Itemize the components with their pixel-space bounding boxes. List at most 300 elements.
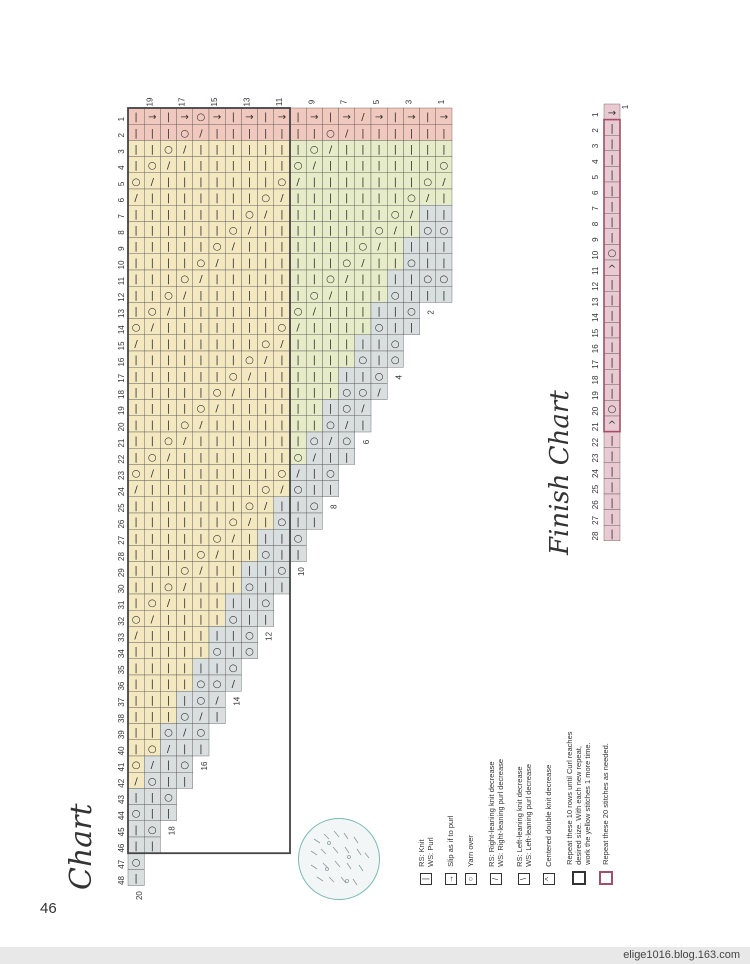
stitch-symbol: ○ [164, 436, 173, 448]
stitch-symbol: ○ [212, 533, 222, 545]
stitch-symbol: | [280, 257, 284, 269]
stitch-symbol: → [148, 112, 157, 124]
stitch-symbol: | [199, 241, 203, 253]
stitch-number-label: 41 [117, 762, 126, 772]
stitch-symbol: | [296, 241, 300, 253]
stitch-symbol: | [610, 326, 614, 338]
stitch-number-label: 25 [591, 484, 600, 494]
row-number-label: 20 [135, 891, 145, 901]
stitch-symbol: | [610, 279, 614, 291]
stitch-symbol: | [247, 290, 252, 302]
stitch-number-label: 21 [591, 422, 600, 432]
stitch-symbol: | [199, 646, 203, 658]
stitch-number-label: 28 [117, 552, 126, 561]
stitch-symbol: | [199, 743, 203, 755]
stitch-symbol: / [247, 517, 252, 529]
stitch-symbol: | [610, 295, 614, 306]
stitch-symbol: | [426, 241, 430, 253]
stitch-symbol: | [280, 306, 284, 318]
stitch-symbol: | [166, 403, 171, 415]
stitch-symbol: | [183, 257, 187, 269]
stitch-symbol: ○ [196, 549, 206, 561]
stitch-symbol: ○ [326, 468, 335, 480]
swatch-pattern [299, 819, 379, 899]
stitch-symbol: | [231, 484, 235, 496]
stitch-symbol: | [264, 565, 268, 577]
stitch-symbol: | [345, 225, 349, 237]
slip-arrow-icon: → [446, 875, 455, 883]
stitch-symbol: ○ [326, 419, 335, 431]
legend-text: Repeat these 20 stitches as needed. [600, 743, 610, 865]
stitch-symbol: ○ [245, 355, 254, 367]
row-number-label: 10 [297, 567, 307, 577]
stitch-symbol: | [296, 419, 300, 431]
stitch-number-label: 2 [591, 128, 600, 133]
stitch-symbol: ○ [423, 176, 433, 188]
stitch-symbol: | [215, 419, 219, 431]
stitch-symbol: | [312, 387, 316, 399]
stitch-symbol: | [361, 322, 365, 334]
stitch-symbol: | [280, 209, 284, 221]
stitch-symbol: | [377, 306, 381, 318]
stitch-symbol: | [393, 144, 397, 156]
stitch-number-label: 18 [591, 375, 600, 385]
stitch-symbol: | [199, 614, 203, 626]
stitch-symbol: | [199, 290, 203, 302]
stitch-symbol: | [280, 387, 284, 399]
stitch-symbol: ○ [212, 679, 222, 691]
row-number-label: 11 [274, 97, 284, 107]
stitch-symbol: / [150, 760, 154, 772]
stitch-symbol: | [134, 257, 138, 269]
stitch-symbol: ○ [180, 419, 190, 431]
yarn-over-circle-icon: ○ [465, 873, 477, 885]
stitch-symbol: | [166, 500, 171, 512]
stitch-symbol: | [247, 144, 252, 156]
stitch-symbol: | [231, 257, 235, 269]
stitch-symbol: ○ [180, 711, 190, 723]
stitch-symbol: | [134, 695, 138, 707]
stitch-symbol: | [296, 274, 300, 286]
stitch-symbol: / [166, 598, 171, 610]
stitch-symbol: | [247, 257, 252, 269]
stitch-symbol: | [247, 403, 252, 415]
stitch-number-label: 32 [117, 616, 126, 626]
stitch-symbol: / [264, 209, 268, 221]
stitch-symbol: / [264, 500, 268, 512]
stitch-symbol: / [134, 776, 138, 788]
stitch-symbol: ○ [358, 355, 368, 367]
stitch-symbol: | [312, 322, 316, 334]
stitch-number-label: 9 [117, 246, 126, 251]
legend-pink-repeat [599, 743, 613, 885]
stitch-symbol: | [166, 419, 171, 431]
stitch-symbol: | [199, 517, 203, 529]
stitch-symbol: | [183, 517, 187, 529]
stitch-symbol: | [247, 436, 252, 448]
stitch-symbol: | [264, 371, 268, 383]
stitch-symbol: | [296, 193, 300, 205]
stitch-symbol: | [610, 232, 614, 244]
stitch-symbol: | [610, 373, 614, 384]
stitch-symbol: | [377, 144, 381, 156]
stitch-symbol: ^ [607, 263, 617, 275]
stitch-symbol: | [264, 290, 268, 302]
stitch-number-label: 6 [117, 197, 126, 203]
stitch-symbol: ○ [309, 500, 319, 512]
stitch-symbol: | [166, 112, 171, 124]
stitch-symbol: / [199, 128, 203, 140]
stitch-symbol: | [296, 517, 300, 529]
stitch-symbol: | [215, 630, 219, 642]
stitch-symbol: ○ [293, 306, 303, 318]
stitch-symbol: | [215, 500, 219, 512]
stitch-symbol: ○ [277, 517, 287, 529]
stitch-symbol: → [407, 112, 416, 124]
stitch-symbol: | [166, 338, 171, 350]
stitch-symbol: | [328, 452, 333, 464]
row-number-label: 12 [264, 631, 274, 641]
stitch-symbol: | [134, 500, 138, 512]
stitch-symbol: | [264, 128, 268, 140]
stitch-symbol: / [328, 436, 333, 448]
stitch-symbol: | [264, 581, 268, 593]
stitch-symbol: | [247, 549, 252, 561]
stitch-symbol: | [361, 290, 365, 302]
stitch-symbol: | [134, 533, 138, 545]
stitch-symbol: | [296, 387, 300, 399]
stitch-symbol: ○ [439, 274, 449, 286]
stitch-symbol: ○ [261, 549, 271, 561]
main-knitting-chart [117, 88, 458, 901]
stitch-symbol: | [247, 176, 252, 188]
stitch-symbol: | [247, 419, 252, 431]
stitch-symbol: | [166, 630, 171, 642]
stitch-number-label: 16 [591, 344, 600, 354]
stitch-symbol: | [610, 388, 614, 400]
stitch-symbol: | [199, 630, 203, 642]
stitch-symbol: | [183, 598, 187, 610]
stitch-symbol: / [296, 176, 300, 188]
stitch-symbol: | [345, 144, 349, 156]
stitch-number-label: 23 [117, 471, 126, 480]
stitch-symbol: / [231, 679, 235, 691]
stitch-symbol: | [231, 274, 235, 286]
stitch-symbol: | [610, 466, 614, 478]
stitch-symbol: | [150, 646, 154, 658]
stitch-number-label: 2 [117, 133, 126, 138]
stitch-symbol: | [610, 451, 614, 462]
stitch-symbol: / [377, 387, 381, 399]
stitch-symbol: | [280, 549, 284, 561]
stitch-symbol: | [393, 257, 397, 269]
stitch-symbol: / [312, 452, 316, 464]
stitch-symbol: | [134, 160, 138, 172]
stitch-symbol: | [361, 209, 365, 221]
stitch-number-label: 43 [117, 795, 126, 804]
stitch-symbol: ○ [196, 727, 206, 739]
stitch-symbol: | [610, 357, 614, 369]
stitch-symbol: | [610, 435, 614, 447]
stitch-symbol: | [442, 257, 446, 269]
stitch-symbol: | [150, 274, 154, 286]
stitch-symbol: ○ [212, 387, 222, 399]
stitch-symbol: | [377, 290, 381, 302]
stitch-number-label: 38 [117, 714, 126, 723]
stitch-symbol: ○ [374, 371, 384, 383]
stitch-symbol: ○ [180, 565, 190, 577]
stitch-symbol: / [377, 241, 381, 253]
stitch-symbol: ○ [164, 727, 173, 739]
legend-text: RS: Knit WS: Purl [417, 837, 435, 867]
stitch-symbol: | [442, 290, 446, 302]
stitch-symbol: | [199, 533, 203, 545]
stitch-symbol: / [199, 711, 203, 723]
stitch-number-label: 30 [117, 584, 126, 594]
stitch-symbol: | [442, 193, 446, 205]
stitch-symbol: ○ [164, 581, 173, 593]
stitch-symbol: ○ [293, 452, 303, 464]
stitch-symbol: / [199, 274, 203, 286]
stitch-symbol: | [231, 598, 235, 610]
stitch-symbol: ○ [607, 404, 617, 416]
stitch-symbol: | [231, 128, 235, 140]
stitch-symbol: | [166, 646, 171, 658]
stitch-symbol: | [150, 419, 154, 431]
stitch-symbol: | [215, 338, 219, 350]
stitch-symbol: | [393, 176, 397, 188]
legend-text: Slip as if to purl [445, 815, 455, 867]
stitch-symbol: | [150, 565, 154, 577]
stitch-symbol: | [231, 306, 235, 318]
stitch-symbol: | [610, 497, 614, 509]
stitch-number-label: 26 [591, 500, 600, 510]
stitch-number-label: 45 [117, 827, 126, 837]
stitch-symbol: / [345, 128, 349, 140]
stitch-symbol: | [296, 290, 300, 302]
stitch-symbol: | [134, 549, 138, 561]
stitch-symbol: | [610, 170, 614, 182]
stitch-symbol: | [328, 176, 333, 188]
stitch-symbol: | [134, 452, 138, 464]
stitch-symbol: | [183, 160, 187, 172]
stitch-symbol: / [150, 322, 154, 334]
stitch-symbol: | [264, 403, 268, 415]
stitch-number-label: 26 [117, 519, 126, 529]
stitch-number-label: 4 [117, 165, 126, 170]
stitch-symbol: ○ [342, 387, 352, 399]
stitch-symbol: | [361, 225, 365, 237]
stitch-symbol: | [166, 274, 171, 286]
stitch-symbol: | [264, 614, 268, 626]
stitch-symbol: | [215, 290, 219, 302]
stitch-symbol: | [247, 193, 252, 205]
stitch-symbol: | [247, 274, 252, 286]
stitch-symbol: ○ [407, 257, 416, 269]
stitch-symbol: | [610, 513, 614, 525]
stitch-symbol: | [199, 144, 203, 156]
stitch-symbol: | [377, 257, 381, 269]
stitch-symbol: ○ [212, 646, 222, 658]
stitch-symbol: | [247, 565, 252, 577]
stitch-symbol: | [215, 662, 219, 674]
stitch-symbol: | [134, 144, 138, 156]
stitch-symbol: / [150, 614, 154, 626]
stitch-symbol: | [183, 679, 187, 691]
stitch-symbol: | [377, 274, 381, 286]
stitch-symbol: / [280, 193, 284, 205]
chart-title: Chart [64, 803, 99, 890]
stitch-symbol: ○ [196, 112, 206, 124]
stitch-symbol: | [166, 176, 171, 188]
stitch-symbol: | [312, 274, 316, 286]
stitch-symbol: | [199, 436, 203, 448]
stitch-symbol: ○ [131, 176, 141, 188]
stitch-symbol: | [150, 517, 154, 529]
stitch-symbol: ○ [374, 322, 384, 334]
stitch-symbol: | [280, 371, 284, 383]
stitch-symbol: | [296, 225, 300, 237]
stitch-symbol: | [426, 290, 430, 302]
knit-box-icon: | [420, 873, 432, 885]
stitch-symbol: | [134, 646, 138, 658]
stitch-symbol: ○ [309, 144, 319, 156]
legend-yarn-over [465, 835, 477, 885]
stitch-number-label: 17 [117, 373, 126, 383]
stitch-symbol: ○ [131, 760, 141, 772]
stitch-number-label: 24 [117, 487, 126, 497]
stitch-symbol: | [426, 112, 430, 124]
stitch-symbol: / [166, 160, 171, 172]
stitch-symbol: | [393, 128, 397, 140]
stitch-symbol: | [264, 176, 268, 188]
stitch-symbol: | [296, 549, 300, 561]
stitch-number-label: 37 [117, 697, 126, 707]
stitch-symbol: | [183, 241, 187, 253]
stitch-symbol: | [166, 193, 171, 205]
stitch-symbol: | [409, 241, 414, 253]
stitch-symbol: | [150, 695, 154, 707]
stitch-symbol: | [134, 727, 138, 739]
legend-slip [445, 816, 457, 885]
stitch-symbol: | [312, 257, 316, 269]
stitch-symbol: | [280, 290, 284, 302]
stitch-symbol: | [610, 341, 614, 353]
stitch-symbol: | [345, 452, 349, 464]
stitch-symbol: | [183, 695, 187, 707]
row-number-label: 15 [210, 97, 220, 107]
stitch-symbol: / [393, 225, 397, 237]
stitch-symbol: / [296, 322, 300, 334]
stitch-symbol: ○ [261, 484, 271, 496]
stitch-symbol: ○ [147, 743, 157, 755]
stitch-number-label: 44 [117, 811, 126, 821]
stitch-symbol: | [166, 565, 171, 577]
stitch-number-label: 10 [591, 250, 600, 260]
stitch-symbol: ○ [164, 144, 173, 156]
stitch-symbol: | [199, 338, 203, 350]
stitch-symbol: | [264, 419, 268, 431]
stitch-symbol: ○ [326, 274, 335, 286]
stitch-symbol: ○ [196, 257, 206, 269]
stitch-symbol: | [312, 338, 316, 350]
stitch-symbol: | [134, 662, 138, 674]
stitch-symbol: ○ [196, 403, 206, 415]
stitch-number-label: 18 [117, 390, 126, 399]
stitch-symbol: / [134, 193, 138, 205]
stitch-symbol: ○ [245, 646, 254, 658]
stitch-symbol: | [215, 322, 219, 334]
stitch-symbol: / [166, 306, 171, 318]
stitch-symbol: | [377, 355, 381, 367]
legend-text: Yarn over [465, 835, 475, 868]
stitch-symbol: | [328, 257, 333, 269]
stitch-symbol: | [328, 355, 333, 367]
stitch-symbol: | [328, 209, 333, 221]
stitch-symbol: | [150, 355, 154, 367]
stitch-symbol: | [296, 209, 300, 221]
stitch-number-label: 34 [117, 649, 126, 659]
stitch-symbol: | [610, 123, 614, 135]
stitch-symbol: | [264, 322, 268, 334]
stitch-symbol: | [183, 533, 187, 545]
stitch-symbol: | [231, 176, 235, 188]
stitch-symbol: | [328, 112, 333, 124]
stitch-symbol: | [150, 484, 154, 496]
stitch-symbol: | [345, 160, 349, 172]
stitch-symbol: | [409, 176, 414, 188]
stitch-symbol: | [610, 310, 614, 322]
stitch-symbol: | [280, 436, 284, 448]
stitch-symbol: ○ [245, 209, 254, 221]
stitch-symbol: | [296, 436, 300, 448]
stitch-symbol: ○ [423, 225, 433, 237]
stitch-symbol: | [264, 452, 268, 464]
stitch-symbol: | [312, 355, 316, 367]
stitch-symbol: | [610, 154, 614, 166]
stitch-symbol: / [183, 290, 187, 302]
stitch-symbol: ○ [228, 517, 238, 529]
stitch-symbol: ○ [261, 193, 271, 205]
stitch-symbol: / [280, 484, 284, 496]
stitch-symbol: → [212, 112, 222, 124]
stitch-symbol: | [199, 452, 203, 464]
legend-double-decrease [543, 765, 555, 885]
stitch-symbol: | [183, 306, 187, 318]
stitch-symbol: ○ [261, 338, 271, 350]
stitch-symbol: ○ [293, 160, 303, 172]
stitch-symbol: | [361, 193, 365, 205]
stitch-symbol: / [199, 419, 203, 431]
stitch-number-label: 29 [117, 568, 126, 578]
stitch-symbol: | [166, 679, 171, 691]
row-number-label: 2 [426, 310, 436, 315]
stitch-symbol: | [183, 387, 187, 399]
stitch-symbol: | [134, 290, 138, 302]
stitch-symbol: | [134, 306, 138, 318]
stitch-symbol: ○ [147, 306, 157, 318]
stitch-symbol: | [231, 436, 235, 448]
stitch-symbol: | [166, 533, 171, 545]
stitch-symbol: | [166, 225, 171, 237]
stitch-symbol: | [134, 209, 138, 221]
stitch-number-label: 14 [117, 325, 126, 335]
stitch-symbol: | [166, 257, 171, 269]
stitch-symbol: | [393, 193, 397, 205]
stitch-symbol: | [264, 241, 268, 253]
stitch-symbol: | [183, 193, 187, 205]
stitch-symbol: | [215, 452, 219, 464]
